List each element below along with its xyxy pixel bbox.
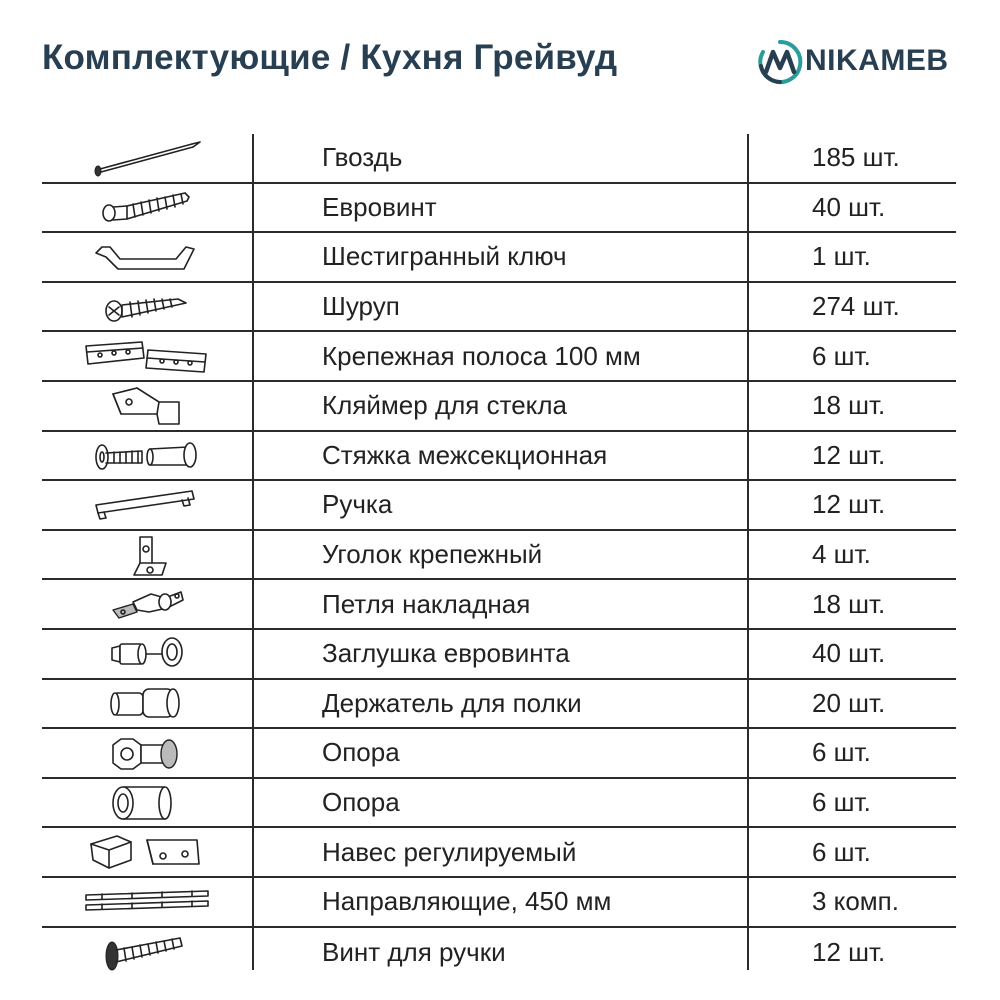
item-qty: 18 шт. — [812, 588, 886, 619]
item-qty: 1 шт. — [812, 241, 871, 272]
item-name: Крепежная полоса 100 мм — [322, 340, 641, 371]
item-name: Гвоздь — [322, 142, 403, 173]
item-qty: 40 шт. — [812, 638, 886, 669]
item-name: Опора — [322, 737, 400, 768]
item-qty: 6 шт. — [812, 787, 871, 818]
item-name: Евровинт — [322, 191, 437, 222]
table-row — [42, 680, 956, 730]
item-name: Петля накладная — [322, 588, 531, 619]
item-qty: 6 шт. — [812, 836, 871, 867]
item-name: Опора — [322, 787, 400, 818]
wood-screw-icon — [102, 287, 192, 327]
table-row — [42, 184, 956, 234]
handle-icon — [92, 485, 202, 525]
item-qty: 6 шт. — [812, 340, 871, 371]
item-name: Направляющие, 450 мм — [322, 886, 612, 917]
page-title: Комплектующие / Кухня Грейвуд — [42, 38, 618, 77]
item-qty: 3 комп. — [812, 886, 899, 917]
drawer-slides-icon — [82, 887, 212, 917]
item-name: Уголок крепежный — [322, 539, 543, 570]
foot-sleeve-icon — [107, 781, 187, 825]
nail-icon — [92, 138, 202, 178]
corner-bracket-icon — [122, 533, 172, 577]
item-name: Заглушка евровинта — [322, 638, 570, 669]
hinge-icon — [107, 582, 187, 626]
mounting-strip-icon — [82, 336, 212, 376]
table-row — [42, 779, 956, 829]
table-row — [42, 828, 956, 878]
table-row — [42, 134, 956, 184]
item-name: Навес регулируемый — [322, 836, 577, 867]
table-row — [42, 729, 956, 779]
item-qty: 6 шт. — [812, 737, 871, 768]
item-qty: 18 шт. — [812, 390, 886, 421]
table-row — [42, 580, 956, 630]
brand-name: NIKAMEB — [805, 44, 949, 77]
connector-bolt-icon — [92, 435, 202, 475]
screw-cap-icon — [102, 632, 192, 676]
table-row — [42, 531, 956, 581]
item-qty: 12 шт. — [812, 936, 886, 967]
shelf-pin-icon — [107, 681, 187, 725]
item-name: Винт для ручки — [322, 936, 506, 967]
item-name: Кляймер для стекла — [322, 390, 567, 421]
cabinet-hanger-icon — [87, 830, 207, 874]
parts-table — [42, 134, 956, 977]
table-row — [42, 432, 956, 482]
adjustable-foot-icon — [107, 731, 187, 775]
item-qty: 274 шт. — [812, 291, 900, 322]
item-name: Стяжка межсекционная — [322, 439, 608, 470]
table-row — [42, 283, 956, 333]
table-row — [42, 878, 956, 928]
table-row — [42, 382, 956, 432]
item-qty: 20 шт. — [812, 687, 886, 718]
brand-logo — [757, 38, 967, 86]
item-name: Шуруп — [322, 291, 400, 322]
item-name: Ручка — [322, 489, 393, 520]
item-name: Держатель для полки — [322, 687, 582, 718]
table-row — [42, 630, 956, 680]
hex-key-icon — [92, 237, 202, 277]
glass-clamp-icon — [107, 384, 187, 428]
table-row — [42, 332, 956, 382]
handle-screw-icon — [102, 930, 192, 974]
table-row — [42, 481, 956, 531]
nikameb-logo-icon — [757, 38, 803, 86]
item-qty: 40 шт. — [812, 191, 886, 222]
item-name: Шестигранный ключ — [322, 241, 567, 272]
item-qty: 12 шт. — [812, 489, 886, 520]
table-row — [42, 928, 956, 978]
item-qty: 12 шт. — [812, 439, 886, 470]
item-qty: 185 шт. — [812, 142, 900, 173]
euro-screw-icon — [97, 187, 197, 227]
table-row — [42, 233, 956, 283]
item-qty: 4 шт. — [812, 539, 871, 570]
